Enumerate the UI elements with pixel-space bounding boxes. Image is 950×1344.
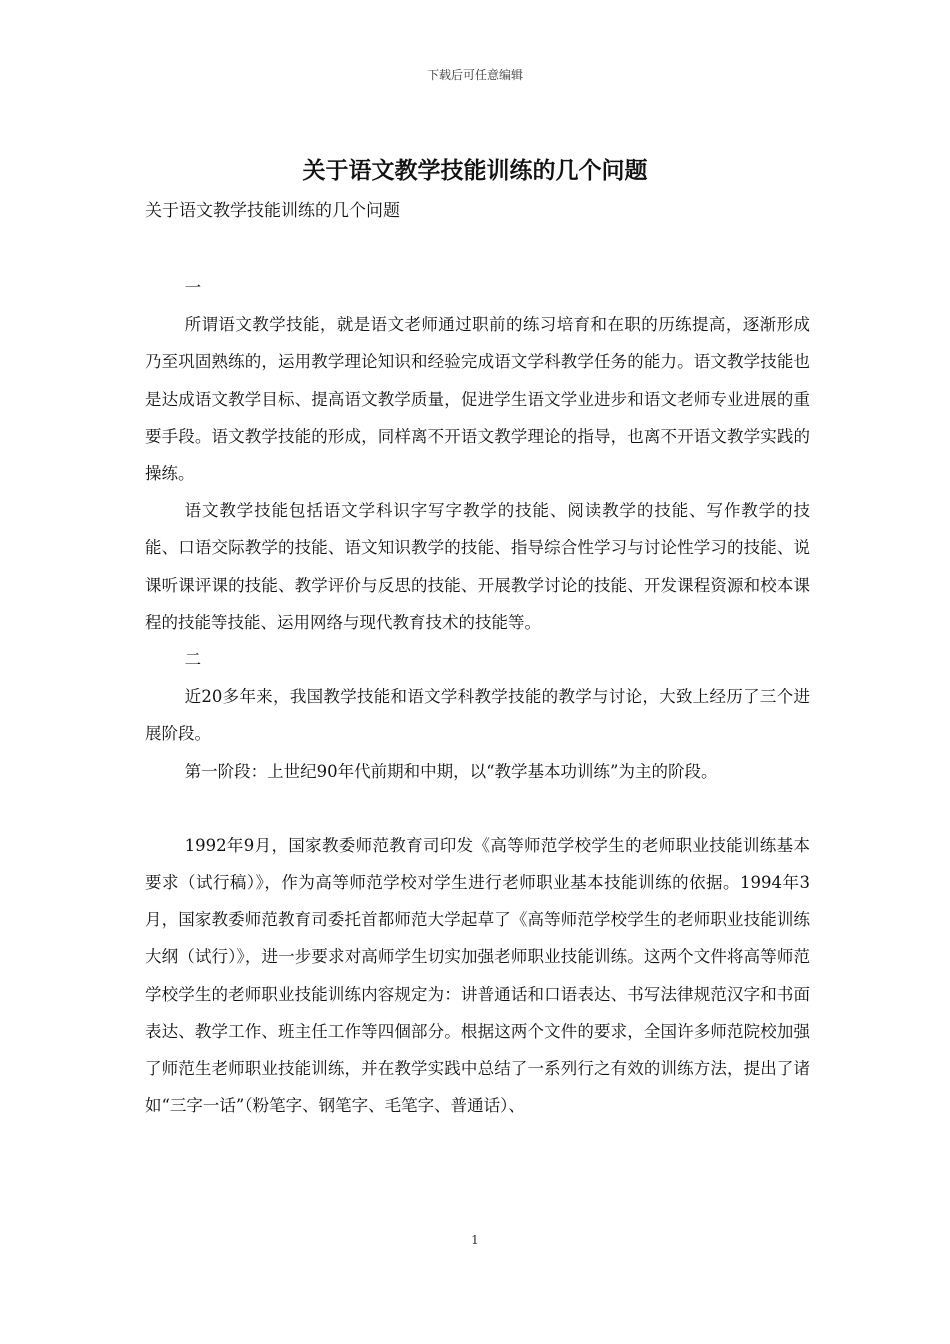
paragraph-development: 近20多年来，我国教学技能和语文学科教学技能的教学与讨论，大致上经历了三个进展阶段。 (145, 687, 810, 744)
paragraph-history: 1992年9月，国家教委师范教育司印发《高等师范学校学生的老师职业技能训练基本要求（试行稿）》，作为高等师范学校对学生进行老师职业基本技能训练的依据。1994年3月，国家教委师范教育司委托首都师范大学起草了《高等师范学校学生的老师职业技能训练大纲（试行）》，进一步要求对高师学生切实加强老师职业技能训练。这两个文件将高等师范学校学生的老师职业技能训练内容规定为：讲普通话和口语表达、书写法律规范汉字和书面表达、教学工作、班主任工作等四個部分。根据这两个文件的要求，全国许多师范院校加强了师范生老师职业技能训练，并在教学实践中总结了一系列行之有效的训练方法，提出了诸如“三字一话”（粉笔字、钢笔字、毛笔字、普通话）、 (145, 835, 810, 1116)
document-subtitle: 关于语文教学技能训练的几个问题 (145, 201, 400, 221)
document-title: 关于语文教学技能训练的几个问题 (302, 157, 648, 184)
section-marker-two: 二 (184, 650, 202, 670)
paragraph-skill-list: 语文教学技能包括语文学科识字写字教学的技能、阅读教学的技能、写作教学的技能、口语交际教学的技能、语文知识教学的技能、指导综合性学习与讨论性学习的技能、说课听课评课的技能、教学评价与反思的技能、开展教学讨论的技能、开发课程资源和校本课程的技能等技能、运用网络与现代教育技术的技能等。 (145, 501, 810, 632)
section-marker-one: 一 (184, 278, 202, 297)
document-body (145, 269, 810, 1124)
paragraph-definition: 所谓语文教学技能，就是语文老师通过职前的练习培育和在职的历练提高，逐渐形成乃至巩固熟练的，运用教学理论知识和经验完成语文学科教学任务的能力。语文教学技能也是达成语文教学目标、提高语文教学质量，促进学生语文学业进步和语文老师专业进展的重要手段。语文教学技能的形成，同样离不开语文教学理论的指导，也离不开语文教学实践的操练。 (145, 315, 810, 484)
paragraph-stage-one: 第一阶段：上世纪90年代前期和中期，以“教学基本功训练”为主的阶段。 (184, 761, 718, 781)
header-note: 下载后可任意编辑 (426, 68, 523, 82)
page-number: 1 (471, 1233, 479, 1247)
